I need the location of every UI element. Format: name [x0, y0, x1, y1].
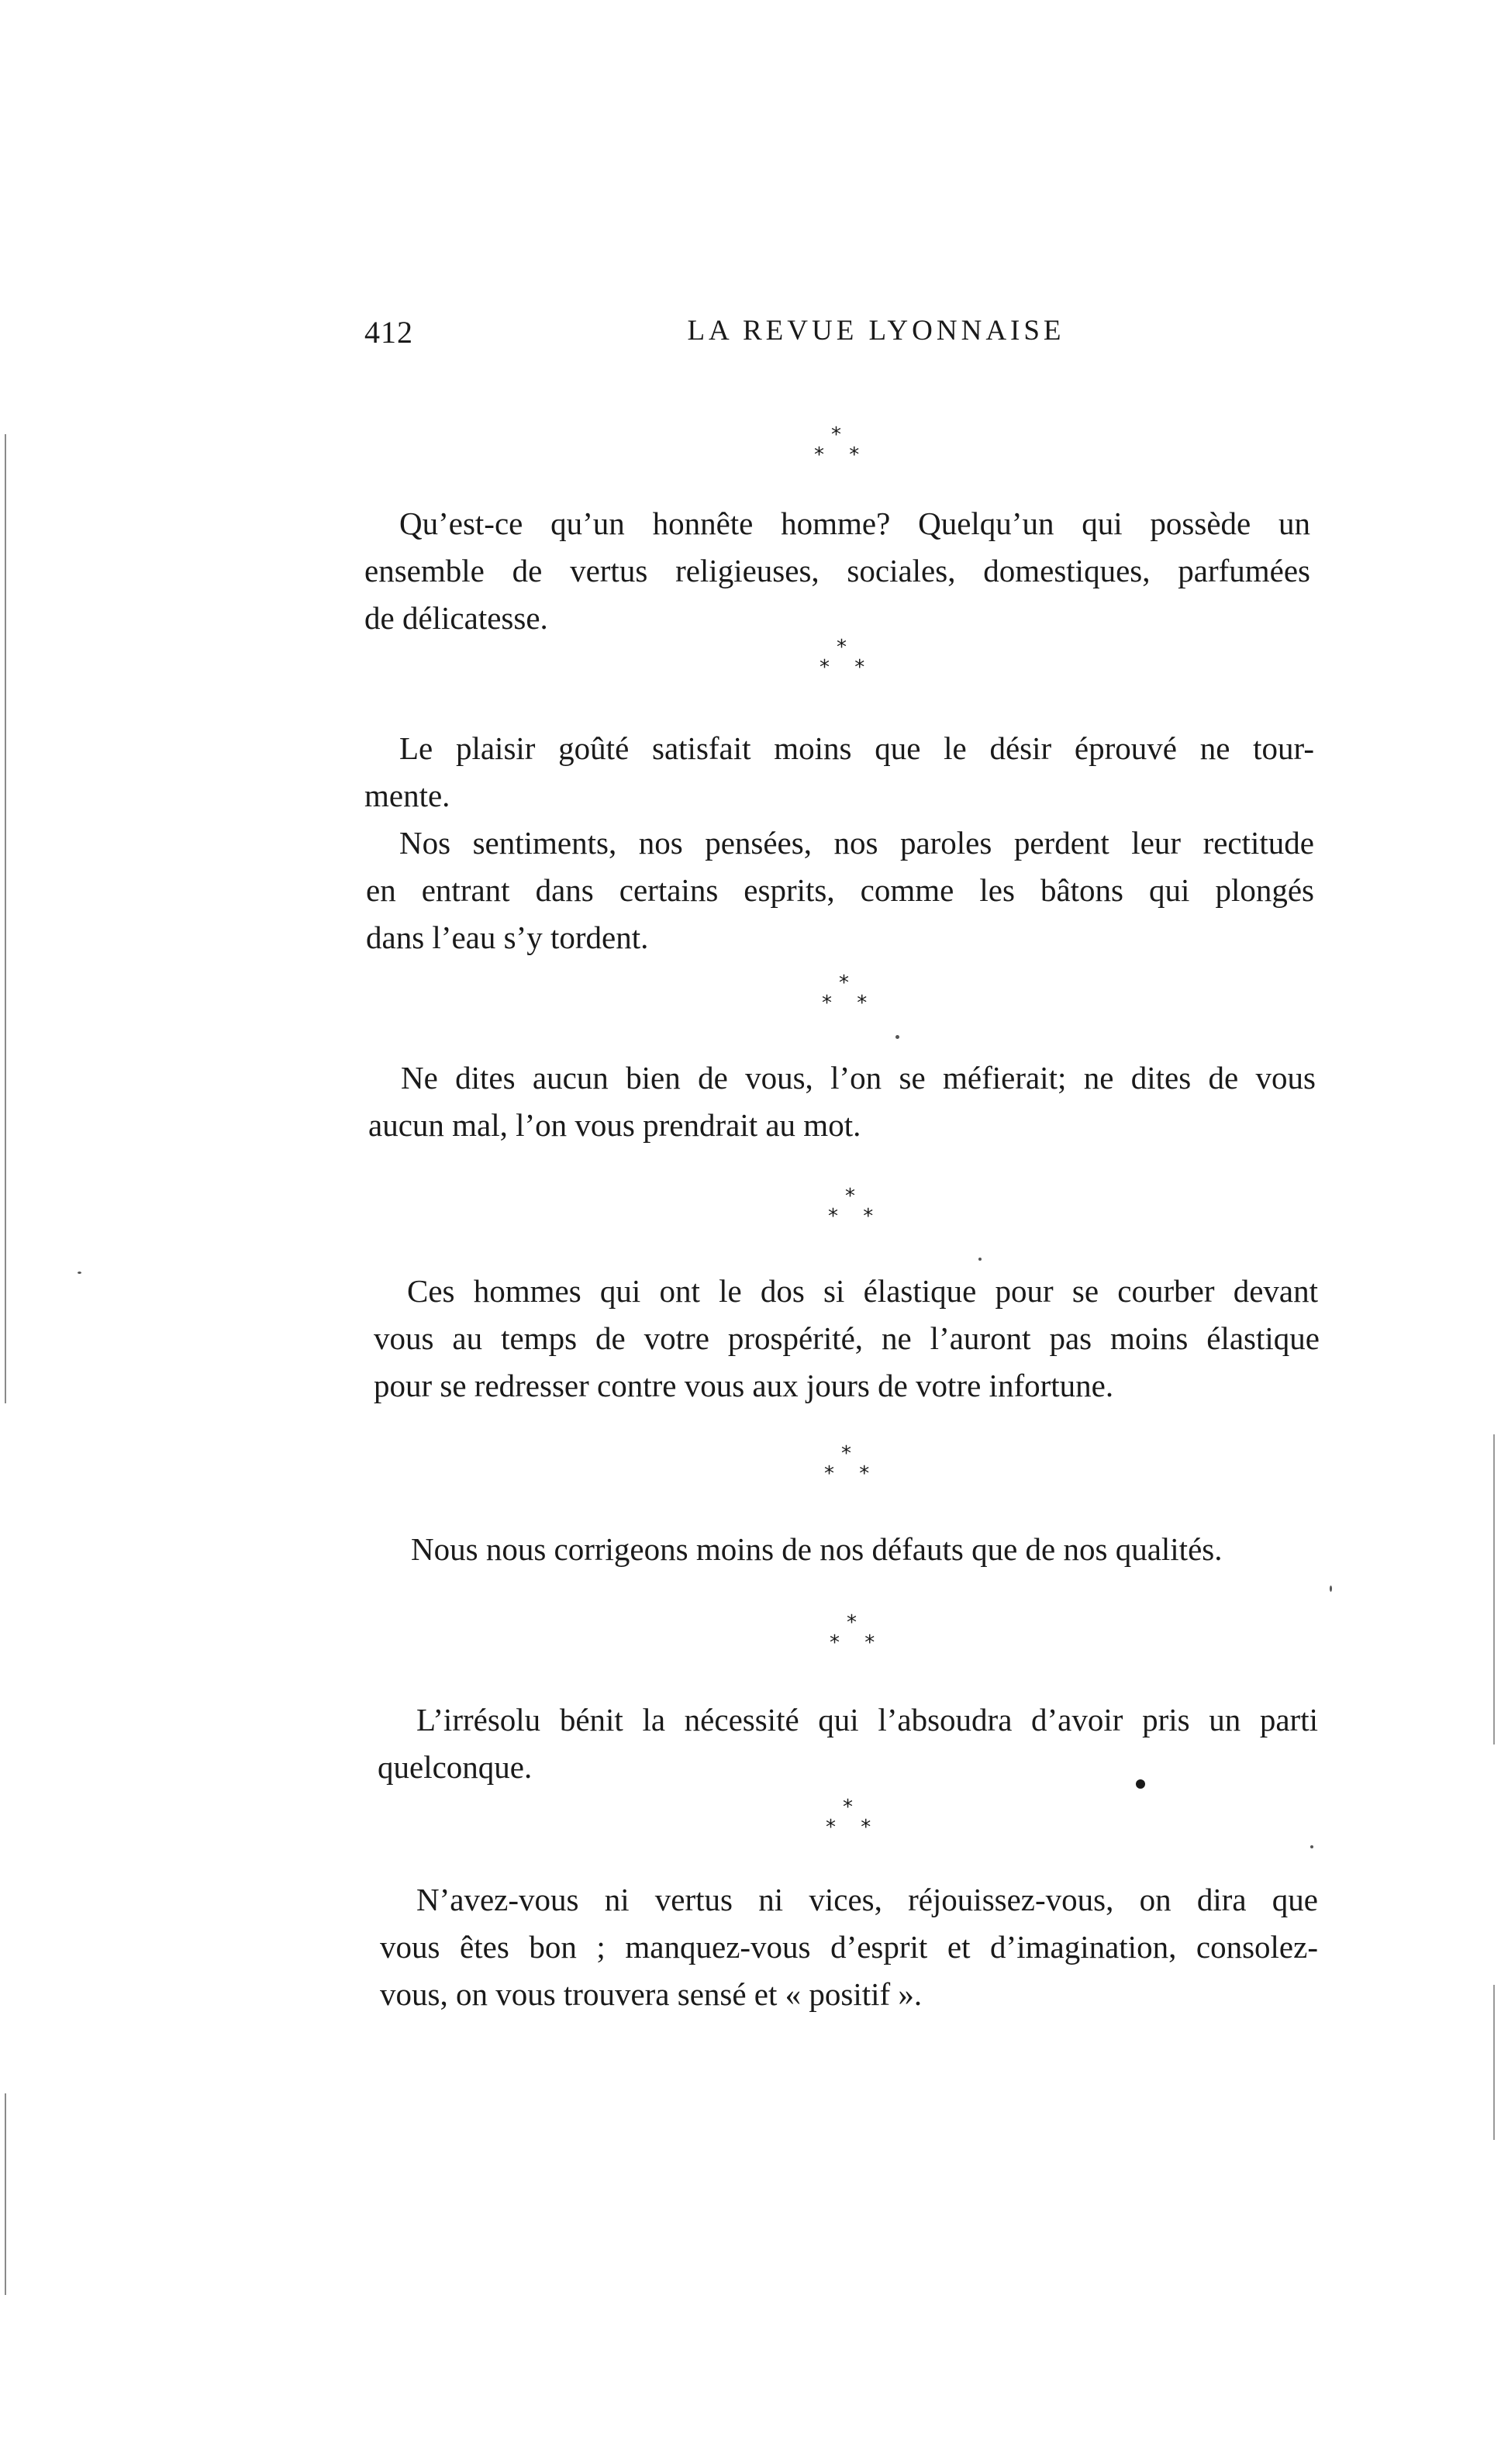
maxim-line: de délicatesse.	[364, 600, 548, 636]
scan-edge-left-lower	[5, 2093, 6, 2295]
running-title: LA REVUE LYONNAISE	[687, 315, 1065, 347]
scan-edge-left	[5, 434, 6, 1403]
maxim-line: vous au temps de votre prospérité, ne l’auront pas moins élastique	[374, 1320, 1320, 1356]
maxim-line: ensemble de vertus religieuses, sociales, domestiques, parfumées	[364, 553, 1310, 588]
asterism-separator: * * *	[820, 636, 875, 679]
maxim-line: pour se redresser contre vous aux jours de votre infortune.	[374, 1368, 1114, 1403]
scan-speck	[1330, 1586, 1332, 1592]
running-header	[364, 314, 1318, 361]
scan-speck	[978, 1258, 982, 1261]
page-number: 412	[364, 315, 413, 350]
asterism-separator: * * *	[824, 1442, 879, 1486]
maxim-line: Ne dites aucun bien de vous, l’on se méfierait; ne dites de vous	[401, 1060, 1316, 1096]
maxim-line: Nos sentiments, nos pensées, nos paroles perdent leur rectitude	[399, 825, 1314, 861]
asterism-separator: * * *	[814, 423, 869, 467]
maxim-line: N’avez-vous ni vertus ni vices, réjouissez-vous, on dira que	[416, 1882, 1318, 1917]
maxim-line: Qu’est-ce qu’un honnête homme? Quelqu’un qui possède un	[399, 506, 1310, 541]
scan-speck	[895, 1035, 899, 1039]
maxim-line: en entrant dans certains esprits, comme les bâtons qui plongés	[366, 872, 1314, 908]
asterism-separator: * * *	[828, 1185, 883, 1228]
maxim-line: dans l’eau s’y tordent.	[366, 920, 649, 955]
maxim-line: mente.	[364, 778, 450, 813]
maxim-line: vous êtes bon ; manquez-vous d’esprit et d’imagination, consolez-	[380, 1929, 1318, 1965]
maxim-line: Nous nous corrigeons moins de nos défauts que de nos qualités.	[411, 1531, 1223, 1567]
scan-speck	[78, 1272, 81, 1274]
scan-speck	[1310, 1845, 1313, 1848]
ink-bullet-mark	[1136, 1779, 1145, 1789]
maxim-line: Ces hommes qui ont le dos si élastique pour se courber devant	[407, 1273, 1318, 1309]
scan-edge-right-lower	[1493, 1985, 1495, 2140]
scan-edge-right	[1493, 1434, 1495, 1744]
maxim-line: Le plaisir goûté satisfait moins que le désir éprouvé ne tour-	[399, 730, 1314, 766]
asterism-separator: * * *	[822, 971, 877, 1015]
asterism-separator: * * *	[830, 1611, 885, 1655]
maxim-line: aucun mal, l’on vous prendrait au mot.	[368, 1107, 861, 1143]
maxim-line: quelconque.	[378, 1749, 533, 1785]
maxim-line: L’irrésolu bénit la nécessité qui l’absoudra d’avoir pris un parti	[416, 1702, 1318, 1738]
maxim-line: vous, on vous trouvera sensé et « positif ».	[380, 1976, 923, 2012]
asterism-separator: * * *	[826, 1796, 881, 1839]
